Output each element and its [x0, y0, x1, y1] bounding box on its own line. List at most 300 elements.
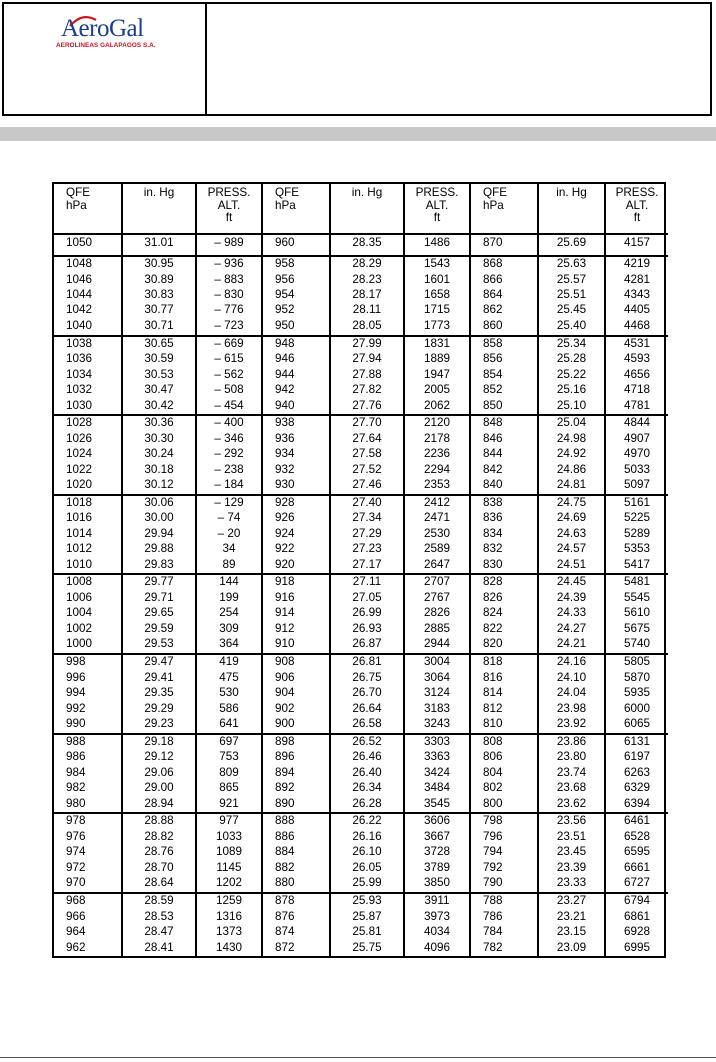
table-row: [54, 861, 668, 876]
table-cell: 882: [262, 861, 330, 876]
table-cell: 1008: [66, 575, 93, 589]
table-cell: – 936: [196, 256, 262, 273]
table-cell: 1430: [196, 941, 262, 957]
table-row: [54, 288, 668, 303]
table-cell: 28.64: [122, 876, 196, 893]
table-cell: 26.10: [330, 845, 404, 860]
table-cell: – 129: [196, 495, 262, 512]
table-cell: 1012: [66, 542, 93, 556]
table-cell: 1033: [196, 830, 262, 845]
table-cell: 3850: [404, 876, 470, 893]
table-cell: 29.94: [122, 527, 196, 542]
table-cell: 3303: [404, 734, 470, 751]
table-cell: 23.45: [538, 845, 605, 860]
table-cell: 3545: [404, 797, 470, 814]
table-cell: 23.56: [538, 813, 605, 830]
table-cell: 860: [470, 319, 538, 336]
footer-rule: [0, 1057, 716, 1058]
table-cell: 1658: [404, 288, 470, 303]
table-row: [54, 432, 668, 447]
table-cell: 30.06: [122, 495, 196, 512]
table-cell: 1316: [196, 910, 262, 925]
document-header: [2, 2, 712, 116]
table-cell: 918: [262, 574, 330, 591]
table-row: [54, 574, 668, 591]
table-cell: 914: [262, 606, 330, 621]
table-cell: 958: [262, 256, 330, 273]
table-cell: 934: [262, 447, 330, 462]
row-group: [54, 813, 668, 893]
table-cell: 29.41: [122, 671, 196, 686]
table-row: [54, 478, 668, 495]
table-cell: 986: [66, 750, 86, 764]
table-cell: – 400: [196, 415, 262, 432]
table-row: [54, 781, 668, 796]
table-cell: 1002: [66, 621, 93, 635]
table-cell: 27.94: [330, 352, 404, 367]
first-row-group: [54, 234, 668, 256]
table-cell: 782: [470, 941, 538, 957]
table-cell: 1032: [66, 383, 93, 397]
table-cell: 25.99: [330, 876, 404, 893]
table-cell: 2885: [404, 622, 470, 637]
table-row: [54, 319, 668, 336]
table-cell: 1715: [404, 303, 470, 318]
table-cell: 697: [196, 734, 262, 751]
table-cell: 954: [262, 288, 330, 303]
table-cell: 820: [470, 637, 538, 654]
table-row: [54, 910, 668, 925]
table-row: [54, 717, 668, 734]
table-row: [54, 415, 668, 432]
table-cell: 6928: [605, 925, 668, 940]
table-row: [54, 654, 668, 671]
table-cell: 998: [66, 655, 86, 669]
table-row: [54, 702, 668, 717]
table-cell: 30.71: [122, 319, 196, 336]
column-header: PRESS. ALT. ft: [605, 184, 668, 234]
table-cell: 936: [262, 432, 330, 447]
table-cell: 23.27: [538, 893, 605, 910]
column-header: QFE hPa: [262, 184, 330, 234]
table-cell: 809: [196, 766, 262, 781]
table-cell: 25.87: [330, 910, 404, 925]
table-row: [54, 234, 668, 256]
table-cell: 908: [262, 654, 330, 671]
table-cell: 25.75: [330, 941, 404, 957]
table-cell: 26.58: [330, 717, 404, 734]
table-cell: – 184: [196, 478, 262, 495]
table-cell: 1486: [404, 234, 470, 256]
table-row: [54, 399, 668, 416]
table-cell: 808: [470, 734, 538, 751]
table-cell: 1050: [54, 234, 122, 256]
table-cell: 4781: [605, 399, 668, 416]
table-row: [54, 273, 668, 288]
table-cell: 1000: [54, 637, 122, 654]
table-cell: 4656: [605, 368, 668, 383]
table-cell: 968: [66, 893, 86, 907]
table-cell: 938: [262, 415, 330, 432]
table-cell: 1773: [404, 319, 470, 336]
table-cell: 3911: [404, 893, 470, 910]
table-cell: 1024: [66, 447, 93, 461]
table-cell: 530: [196, 686, 262, 701]
table-cell: 1046: [66, 272, 93, 286]
table-cell: 30.12: [122, 478, 196, 495]
table-row: [54, 511, 668, 526]
table-cell: 28.47: [122, 925, 196, 940]
table-cell: 2767: [404, 591, 470, 606]
table-cell: 24.51: [538, 558, 605, 575]
table-cell: 850: [470, 399, 538, 416]
table-cell: 894: [262, 766, 330, 781]
table-cell: 984: [66, 765, 86, 779]
table-cell: 1202: [196, 876, 262, 893]
table-cell: 920: [262, 558, 330, 575]
table-cell: 25.51: [538, 288, 605, 303]
table-cell: 902: [262, 702, 330, 717]
table-cell: 1373: [196, 925, 262, 940]
table-cell: 992: [66, 701, 86, 715]
table-cell: 1831: [404, 336, 470, 353]
table-cell: 870: [470, 234, 538, 256]
table-cell: 27.64: [330, 432, 404, 447]
table-cell: 5610: [605, 606, 668, 621]
table-cell: 2062: [404, 399, 470, 416]
table-cell: 753: [196, 750, 262, 765]
table-row: [54, 606, 668, 621]
table-cell: 2236: [404, 447, 470, 462]
table-cell: 25.04: [538, 415, 605, 432]
table-cell: 23.68: [538, 781, 605, 796]
table-cell: 3064: [404, 671, 470, 686]
table-cell: 4718: [605, 383, 668, 398]
table-cell: 5161: [605, 495, 668, 512]
table-row: [54, 558, 668, 575]
table-cell: 788: [470, 893, 538, 910]
row-group: [54, 574, 668, 654]
table-cell: 28.23: [330, 273, 404, 288]
table-cell: 5225: [605, 511, 668, 526]
table-cell: 30.24: [122, 447, 196, 462]
table-cell: 2005: [404, 383, 470, 398]
table-cell: 28.76: [122, 845, 196, 860]
table-row: [54, 591, 668, 606]
table-cell: 924: [262, 527, 330, 542]
table-cell: 28.05: [330, 319, 404, 336]
table-cell: – 292: [196, 447, 262, 462]
table-cell: 5033: [605, 463, 668, 478]
table-row: [54, 876, 668, 893]
table-cell: 6131: [605, 734, 668, 751]
table-cell: 880: [262, 876, 330, 893]
table-cell: 24.92: [538, 447, 605, 462]
table-cell: 28.41: [122, 941, 196, 957]
table-cell: 972: [66, 860, 86, 874]
table-cell: – 508: [196, 383, 262, 398]
table-cell: 906: [262, 671, 330, 686]
table-cell: 798: [470, 813, 538, 830]
table-cell: 27.23: [330, 542, 404, 557]
table-cell: 254: [196, 606, 262, 621]
table-cell: 23.39: [538, 861, 605, 876]
table-cell: 29.47: [122, 654, 196, 671]
table-cell: 940: [262, 399, 330, 416]
table-cell: 3004: [404, 654, 470, 671]
table-cell: 6394: [605, 797, 668, 814]
aerogal-logo: [56, 14, 171, 50]
table-cell: 960: [262, 234, 330, 256]
table-cell: 25.28: [538, 352, 605, 367]
table-cell: 23.86: [538, 734, 605, 751]
table-cell: 27.88: [330, 368, 404, 383]
table-cell: 27.29: [330, 527, 404, 542]
table-cell: 876: [262, 910, 330, 925]
table-cell: 856: [470, 352, 538, 367]
table-cell: 4531: [605, 336, 668, 353]
table-cell: 23.15: [538, 925, 605, 940]
logo-text: AeroGal: [61, 15, 144, 42]
table-cell: 888: [262, 813, 330, 830]
table-cell: 34: [196, 542, 262, 557]
table-cell: 25.93: [330, 893, 404, 910]
table-cell: – 723: [196, 319, 262, 336]
table-cell: 921: [196, 797, 262, 814]
table-cell: 4970: [605, 447, 668, 462]
table-cell: 1034: [66, 367, 93, 381]
table-cell: 29.88: [122, 542, 196, 557]
table-cell: 978: [66, 814, 86, 828]
table-cell: 5097: [605, 478, 668, 495]
table-cell: 364: [196, 637, 262, 654]
column-header: in. Hg: [330, 184, 404, 234]
table-cell: 4468: [605, 319, 668, 336]
table-cell: 6197: [605, 750, 668, 765]
table-cell: 27.76: [330, 399, 404, 416]
table-cell: 848: [470, 415, 538, 432]
table-row: [54, 527, 668, 542]
table-cell: 966: [66, 909, 86, 923]
table-cell: 24.27: [538, 622, 605, 637]
table-cell: 1018: [66, 495, 93, 509]
table-cell: 2707: [404, 574, 470, 591]
table-cell: 2647: [404, 558, 470, 575]
table-cell: 23.33: [538, 876, 605, 893]
table-cell: 6461: [605, 813, 668, 830]
table-cell: 2944: [404, 637, 470, 654]
table-cell: 419: [196, 654, 262, 671]
table-cell: 864: [470, 288, 538, 303]
table-cell: 26.28: [330, 797, 404, 814]
table-cell: 858: [470, 336, 538, 353]
table-cell: 2471: [404, 511, 470, 526]
table-cell: 25.57: [538, 273, 605, 288]
table-cell: 874: [262, 925, 330, 940]
table-cell: 806: [470, 750, 538, 765]
table-cell: 1042: [66, 303, 93, 317]
table-cell: 24.45: [538, 574, 605, 591]
table-cell: 26.99: [330, 606, 404, 621]
table-cell: 26.52: [330, 734, 404, 751]
table-cell: 1036: [66, 352, 93, 366]
table-cell: 904: [262, 686, 330, 701]
table-cell: 4343: [605, 288, 668, 303]
table-cell: 6995: [605, 941, 668, 957]
table-cell: 790: [470, 876, 538, 893]
row-group: [54, 734, 668, 814]
table-cell: 1048: [66, 256, 93, 270]
table-cell: 990: [54, 717, 122, 734]
table-cell: – 20: [196, 527, 262, 542]
table-cell: 910: [262, 637, 330, 654]
table-row: [54, 352, 668, 367]
table-cell: 842: [470, 463, 538, 478]
table-cell: 800: [470, 797, 538, 814]
table-cell: 868: [470, 256, 538, 273]
table-cell: 24.63: [538, 527, 605, 542]
table-cell: 1010: [54, 558, 122, 575]
table-cell: 31.01: [122, 234, 196, 256]
table-cell: 865: [196, 781, 262, 796]
table-cell: 840: [470, 478, 538, 495]
table-cell: 4219: [605, 256, 668, 273]
table-cell: 892: [262, 781, 330, 796]
table-row: [54, 637, 668, 654]
table-cell: 878: [262, 893, 330, 910]
table-cell: 4907: [605, 432, 668, 447]
table-cell: 28.17: [330, 288, 404, 303]
table-cell: 89: [196, 558, 262, 575]
column-header: QFE hPa: [54, 184, 122, 234]
table-cell: 898: [262, 734, 330, 751]
table-cell: 28.70: [122, 861, 196, 876]
table-row: [54, 383, 668, 398]
table-cell: 24.81: [538, 478, 605, 495]
table-cell: 3484: [404, 781, 470, 796]
table-cell: 27.99: [330, 336, 404, 353]
table-cell: 5481: [605, 574, 668, 591]
table-cell: 996: [66, 670, 86, 684]
table-cell: 26.22: [330, 813, 404, 830]
table-cell: 24.69: [538, 511, 605, 526]
table-cell: 6861: [605, 910, 668, 925]
table-cell: 30.83: [122, 288, 196, 303]
table-cell: 23.92: [538, 717, 605, 734]
table-row: [54, 447, 668, 462]
table-cell: 948: [262, 336, 330, 353]
table-cell: 900: [262, 717, 330, 734]
table-cell: 30.00: [122, 511, 196, 526]
table-row: [54, 750, 668, 765]
column-header: in. Hg: [122, 184, 196, 234]
table-cell: 912: [262, 622, 330, 637]
table-cell: 834: [470, 527, 538, 542]
table-cell: 822: [470, 622, 538, 637]
table-row: [54, 830, 668, 845]
table-cell: 854: [470, 368, 538, 383]
table-cell: 1022: [66, 462, 93, 476]
table-cell: 792: [470, 861, 538, 876]
table-row: [54, 671, 668, 686]
table-cell: 4096: [404, 941, 470, 957]
table-cell: – 454: [196, 399, 262, 416]
table-cell: 25.10: [538, 399, 605, 416]
table-cell: 29.12: [122, 750, 196, 765]
table-cell: 5740: [605, 637, 668, 654]
table-cell: 25.63: [538, 256, 605, 273]
table-cell: 818: [470, 654, 538, 671]
table-cell: 6595: [605, 845, 668, 860]
table-cell: 2178: [404, 432, 470, 447]
table-cell: 28.88: [122, 813, 196, 830]
table-cell: 928: [262, 495, 330, 512]
table-cell: 28.11: [330, 303, 404, 318]
table-cell: 6065: [605, 717, 668, 734]
table-cell: 810: [470, 717, 538, 734]
column-header: PRESS. ALT. ft: [196, 184, 262, 234]
row-group: [54, 336, 668, 416]
table-cell: 29.18: [122, 734, 196, 751]
table-row: [54, 893, 668, 910]
table-row: [54, 542, 668, 557]
table-cell: 970: [54, 876, 122, 893]
table-row: [54, 622, 668, 637]
table-cell: 29.83: [122, 558, 196, 575]
table-cell: 1543: [404, 256, 470, 273]
table-cell: 26.93: [330, 622, 404, 637]
table-cell: 29.65: [122, 606, 196, 621]
table-cell: – 776: [196, 303, 262, 318]
table-cell: 29.71: [122, 591, 196, 606]
table-row: [54, 797, 668, 814]
table-cell: 994: [66, 686, 86, 700]
conversion-table: [54, 184, 668, 956]
table-cell: 794: [470, 845, 538, 860]
table-cell: 586: [196, 702, 262, 717]
table-cell: 836: [470, 511, 538, 526]
table-cell: 5675: [605, 622, 668, 637]
table-cell: 4844: [605, 415, 668, 432]
table-cell: 24.57: [538, 542, 605, 557]
table-cell: 4157: [605, 234, 668, 256]
table-cell: 2530: [404, 527, 470, 542]
table-cell: 1889: [404, 352, 470, 367]
table-cell: 852: [470, 383, 538, 398]
table-cell: 26.64: [330, 702, 404, 717]
table-row: [54, 256, 668, 273]
table-cell: 1038: [66, 336, 93, 350]
table-cell: 1004: [66, 606, 93, 620]
table-cell: 24.98: [538, 432, 605, 447]
table-cell: 828: [470, 574, 538, 591]
table-cell: 23.98: [538, 702, 605, 717]
table-cell: 6528: [605, 830, 668, 845]
table-cell: 27.11: [330, 574, 404, 591]
table-cell: 28.53: [122, 910, 196, 925]
table-cell: 26.16: [330, 830, 404, 845]
table-cell: 25.34: [538, 336, 605, 353]
table-cell: 25.69: [538, 234, 605, 256]
table-cell: 886: [262, 830, 330, 845]
table-cell: 3728: [404, 845, 470, 860]
table-cell: 6794: [605, 893, 668, 910]
table-cell: 4593: [605, 352, 668, 367]
table-cell: 27.17: [330, 558, 404, 575]
table-cell: 24.75: [538, 495, 605, 512]
table-cell: 1601: [404, 273, 470, 288]
table-cell: 29.59: [122, 622, 196, 637]
